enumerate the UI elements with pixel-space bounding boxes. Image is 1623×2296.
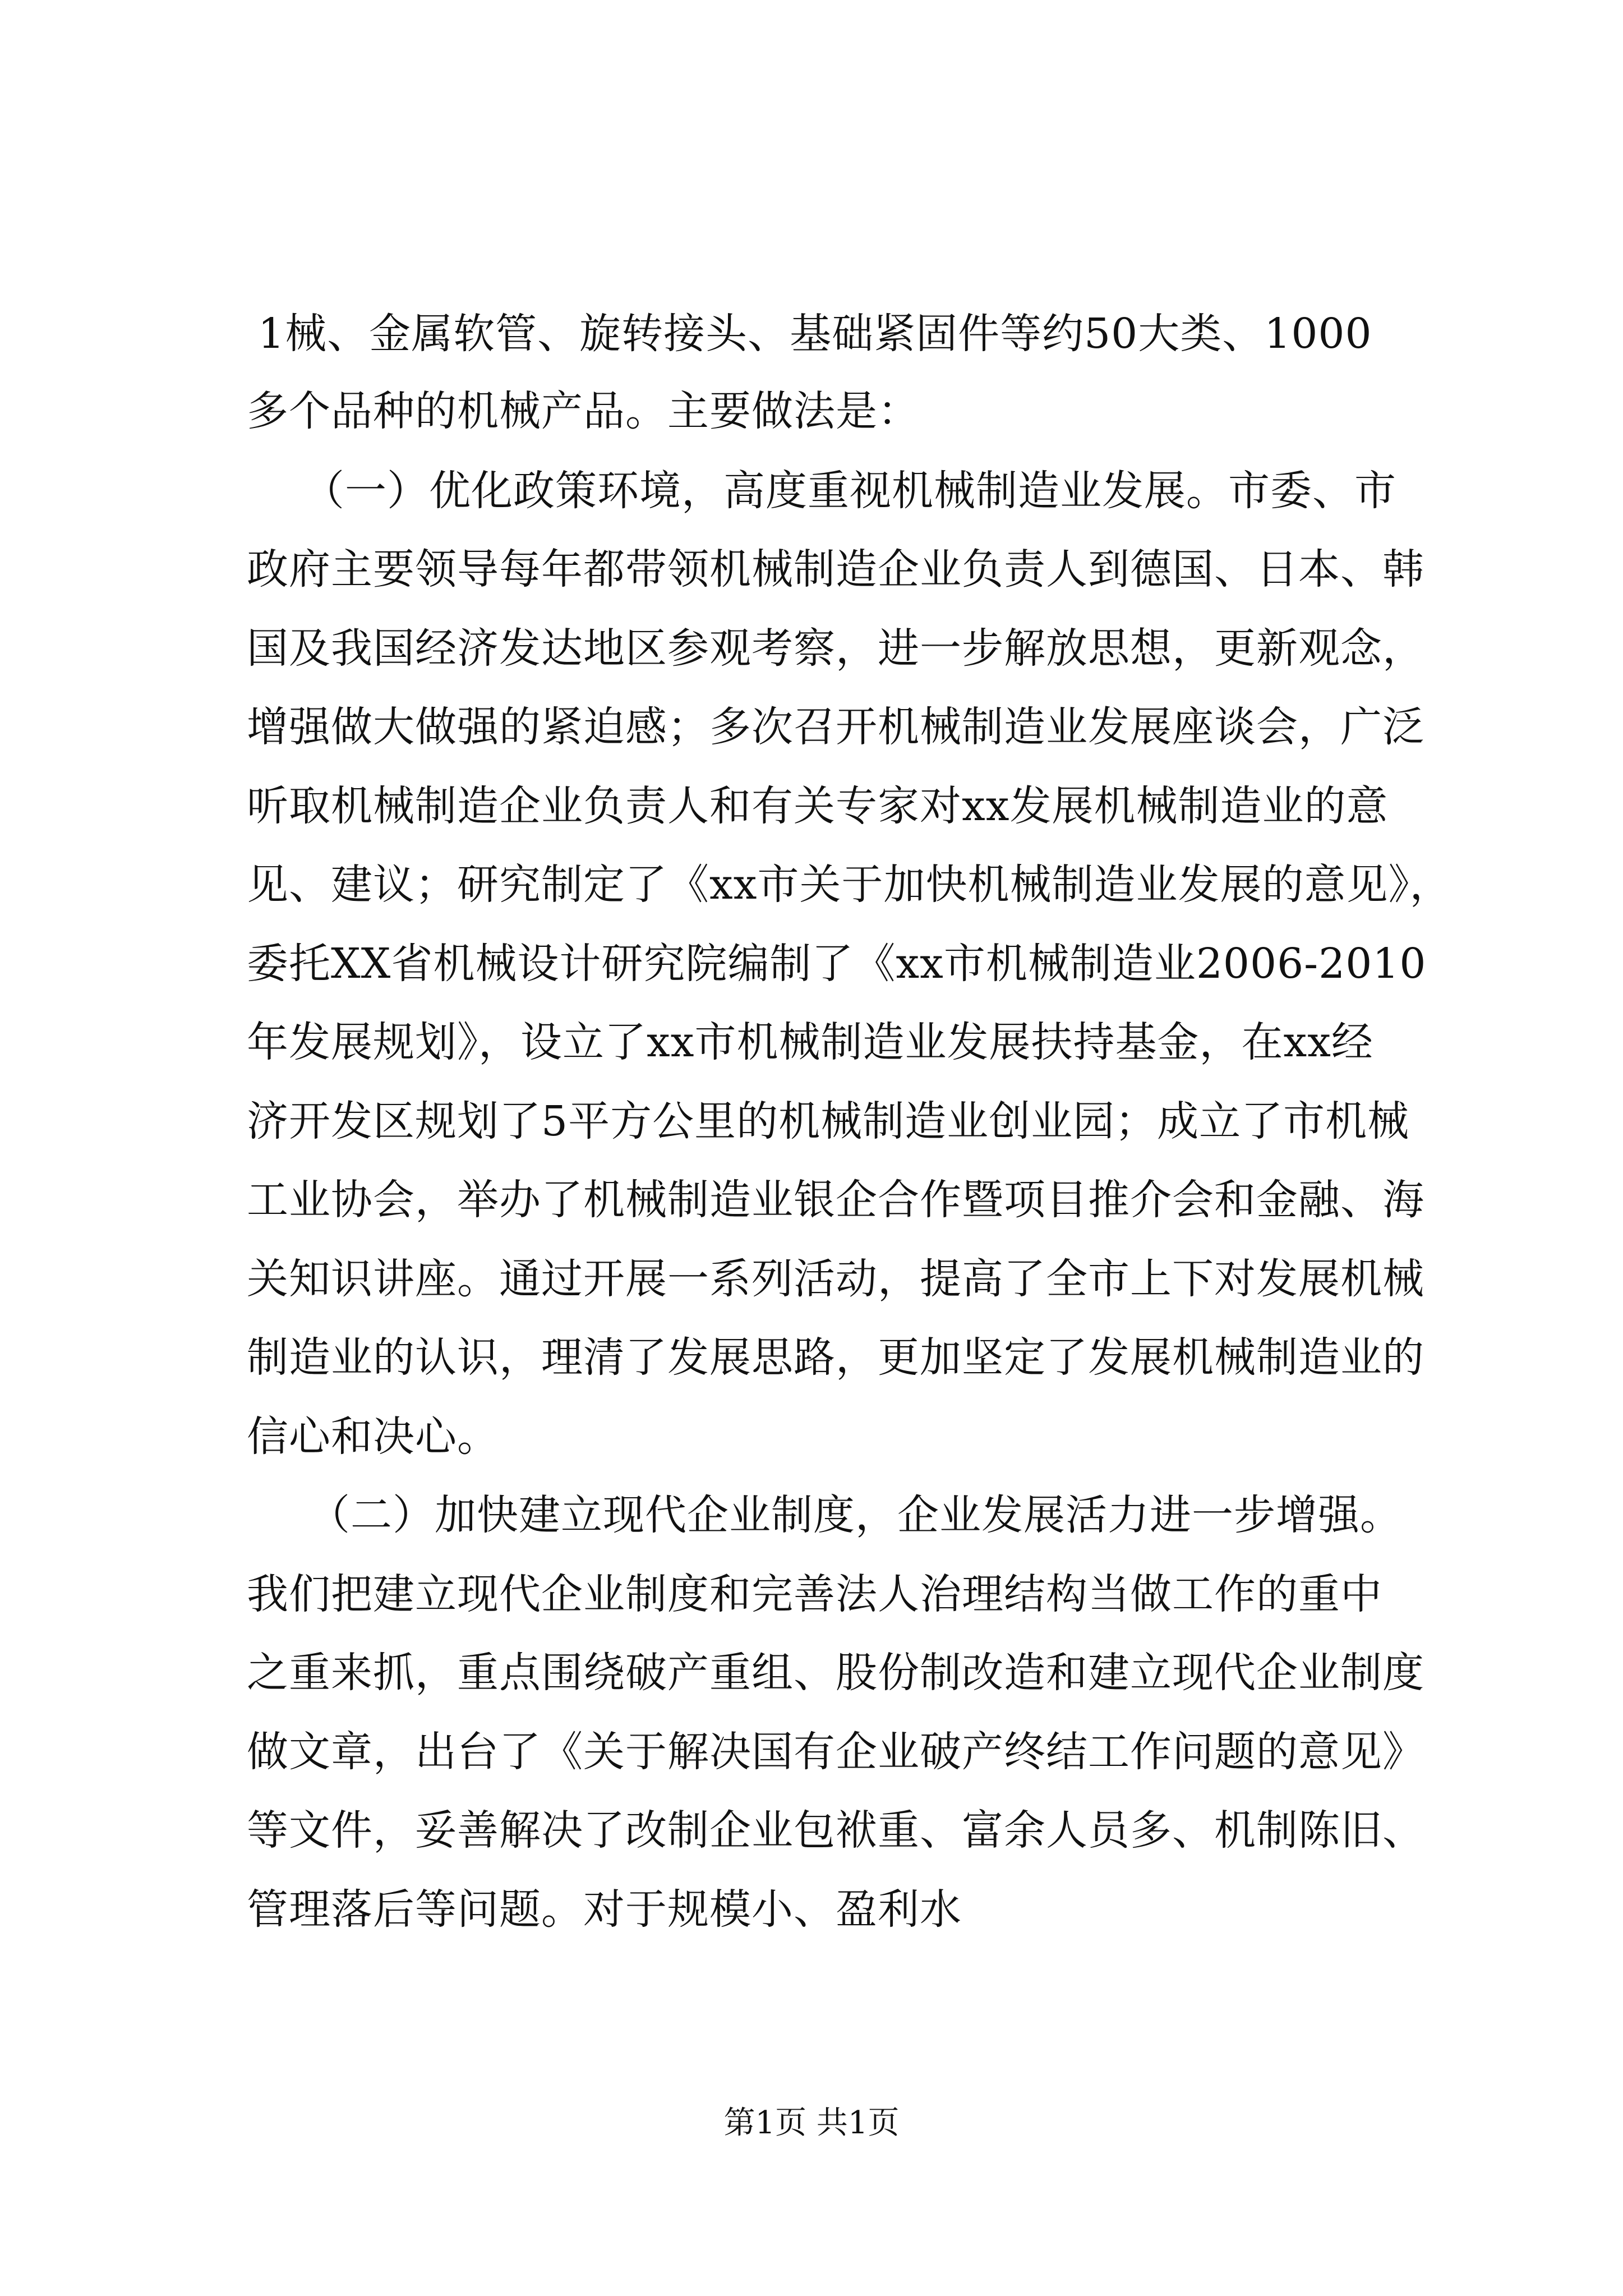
text-line: 做文章，出台了《关于解决国有企业破产终结工作问题的意见》 <box>247 1728 1424 1776</box>
text-line: 等文件，妥善解决了改制企业包袱重、富余人员多、机制陈旧、 <box>247 1806 1424 1855</box>
page-footer: 第1页 共1页 <box>723 2105 900 2141</box>
text-line: 听取机械制造企业负责人和有关专家对xx发展机械制造业的意 <box>247 782 1389 830</box>
text-line: 1械、金属软管、旋转接头、基础紧固件等约50大类、1000 <box>258 310 1372 358</box>
text-line: 增强做大做强的紧迫感；多次召开机械制造业发展座谈会，广泛 <box>247 703 1424 751</box>
text-line: 我们把建立现代企业制度和完善法人治理结构当做工作的重中 <box>247 1570 1382 1618</box>
text-line: 信心和决心。 <box>247 1412 499 1461</box>
text-line: 委托XX省机械设计研究院编制了《xx市机械制造业2006-2010 <box>247 940 1427 988</box>
text-line: 见、建议；研究制定了《xx市关于加快机械制造业发展的意见》， <box>247 861 1452 909</box>
paragraph-heading-2: （二）加快建立现代企业制度，企业发展活力进一步增强。 <box>308 1491 1402 1539</box>
text-line: 年发展规划》，设立了xx市机械制造业发展扶持基金，在xx经 <box>247 1018 1373 1066</box>
paragraph-heading-1: （一）优化政策环境，高度重视机械制造业发展。市委、市 <box>303 467 1396 515</box>
text-line: 政府主要领导每年都带领机械制造企业负责人到德国、日本、韩 <box>247 545 1424 593</box>
text-line: 多个品种的机械产品。主要做法是： <box>247 387 920 435</box>
text-line: 济开发区规划了5平方公里的机械制造业创业园；成立了市机械 <box>247 1097 1410 1145</box>
text-line: 之重来抓，重点围绕破产重组、股份制改造和建立现代企业制度 <box>247 1649 1424 1697</box>
text-line: 制造业的认识，理清了发展思路，更加坚定了发展机械制造业的 <box>247 1333 1424 1382</box>
text-line: 关知识讲座。通过开展一系列活动，提高了全市上下对发展机械 <box>247 1255 1424 1303</box>
text-line: 管理落后等问题。对于规模小、盈利水 <box>247 1885 962 1934</box>
text-line: 工业协会，举办了机械制造业银企合作暨项目推介会和金融、海 <box>247 1176 1424 1224</box>
text-line: 国及我国经济发达地区参观考察，进一步解放思想，更新观念， <box>247 624 1424 673</box>
